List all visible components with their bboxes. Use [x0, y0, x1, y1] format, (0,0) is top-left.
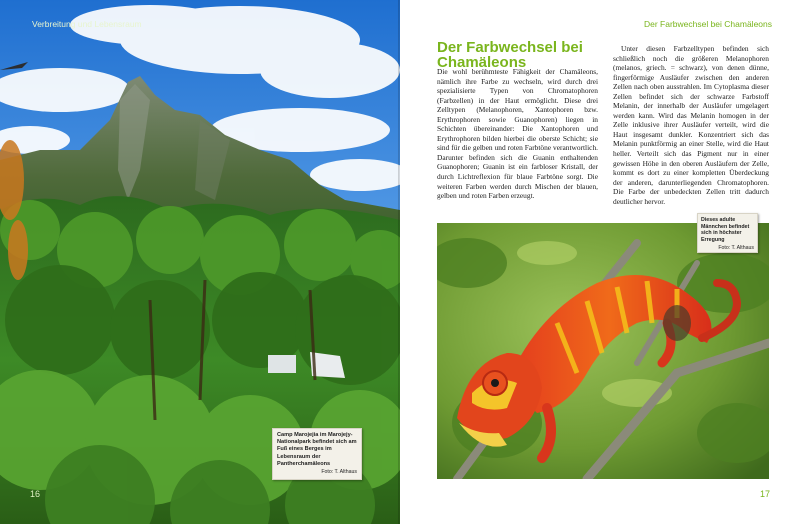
caption-text: Dieses adulte Männchen befindet sich in höchster Erregung — [701, 217, 750, 243]
photo-credit: Foto: T. Althaus — [718, 245, 754, 252]
panther-chameleon-photo — [437, 223, 769, 479]
right-page — [400, 0, 800, 524]
article-title: Der Farbwechsel bei Chamäleons — [437, 39, 583, 71]
photo-credit: Foto: T. Althaus — [321, 469, 357, 476]
text-column-left — [437, 67, 598, 201]
photo-caption — [272, 428, 362, 480]
page-number: 16 — [30, 489, 41, 499]
paragraph: Die wohl berühmteste Fähigkeit der Chamäleons, nämlich ihre Farbe zu wechseln, wird durch drei spezialisierte Typen von Chromatophoren (Farbzellen) in der Haut ermöglicht. Diese drei Zelltypen (Melanophoren, Xantophoren bzw. Erythrophoren sowie Guanophoren) liegen in Schichten übereinander: Die Xantophoren und Erythrophoren bilden hierbei die oberste Schicht; sie sind für die gelben und roten Farbtöne verantwortlich. Darunter befinden sich die Guanin enthaltenden Guanophoren; Guanin ist ein farbloser Kristall, der durch Lichtreflexion für blaue Farbtöne sorgt. Die weiteren Farben werden durch Mischen der blauen, gelben und roten Farben erzeugt. — [437, 67, 598, 201]
running-head: Verbreitung und Lebensraum — [32, 19, 142, 29]
page-number: 17 — [759, 489, 770, 499]
paragraph: Unter diesen Farbzelltypen befinden sich schließlich noch die größeren Melanophoren (melanos, griech. = schwarz), von denen dünne, fingerförmige Ausläufer zwischen den anderen Zellen nach oben ausstrahlen. Im Cytoplasma dieser Zellen befindet sich der schwarze Farbstoff Melanin, der innerhalb der Ausläufer umgelagert werden kann. Wird das Melanin homogen in der Zelle inklusive ihrer Ausläufer verteilt, wird die Haut insgesamt dunkler. Konzentriert sich das Melanin punktförmig an einer Stelle, wird die Haut heller. Verteilt sich das Pigment nur in einer gewissen Höhe in den oberen Ausläufern der Zelle, kommt es dort zu einer kompletten Überdeckung der anderen, darunterliegenden Chromatophoren. Die Farbe der unbedeckten Zellen tritt dadurch deutlicher hervor. — [613, 44, 769, 206]
caption-text: Camp Marojejia im Marojejy-Nationalpark befindet sich am Fuß eines Berges im Lebensraum der Pantherchamäleons — [277, 432, 357, 467]
running-head: Der Farbwechsel bei Chamäleons — [643, 19, 772, 29]
photo-caption — [697, 213, 758, 253]
text-column-right — [613, 44, 769, 206]
